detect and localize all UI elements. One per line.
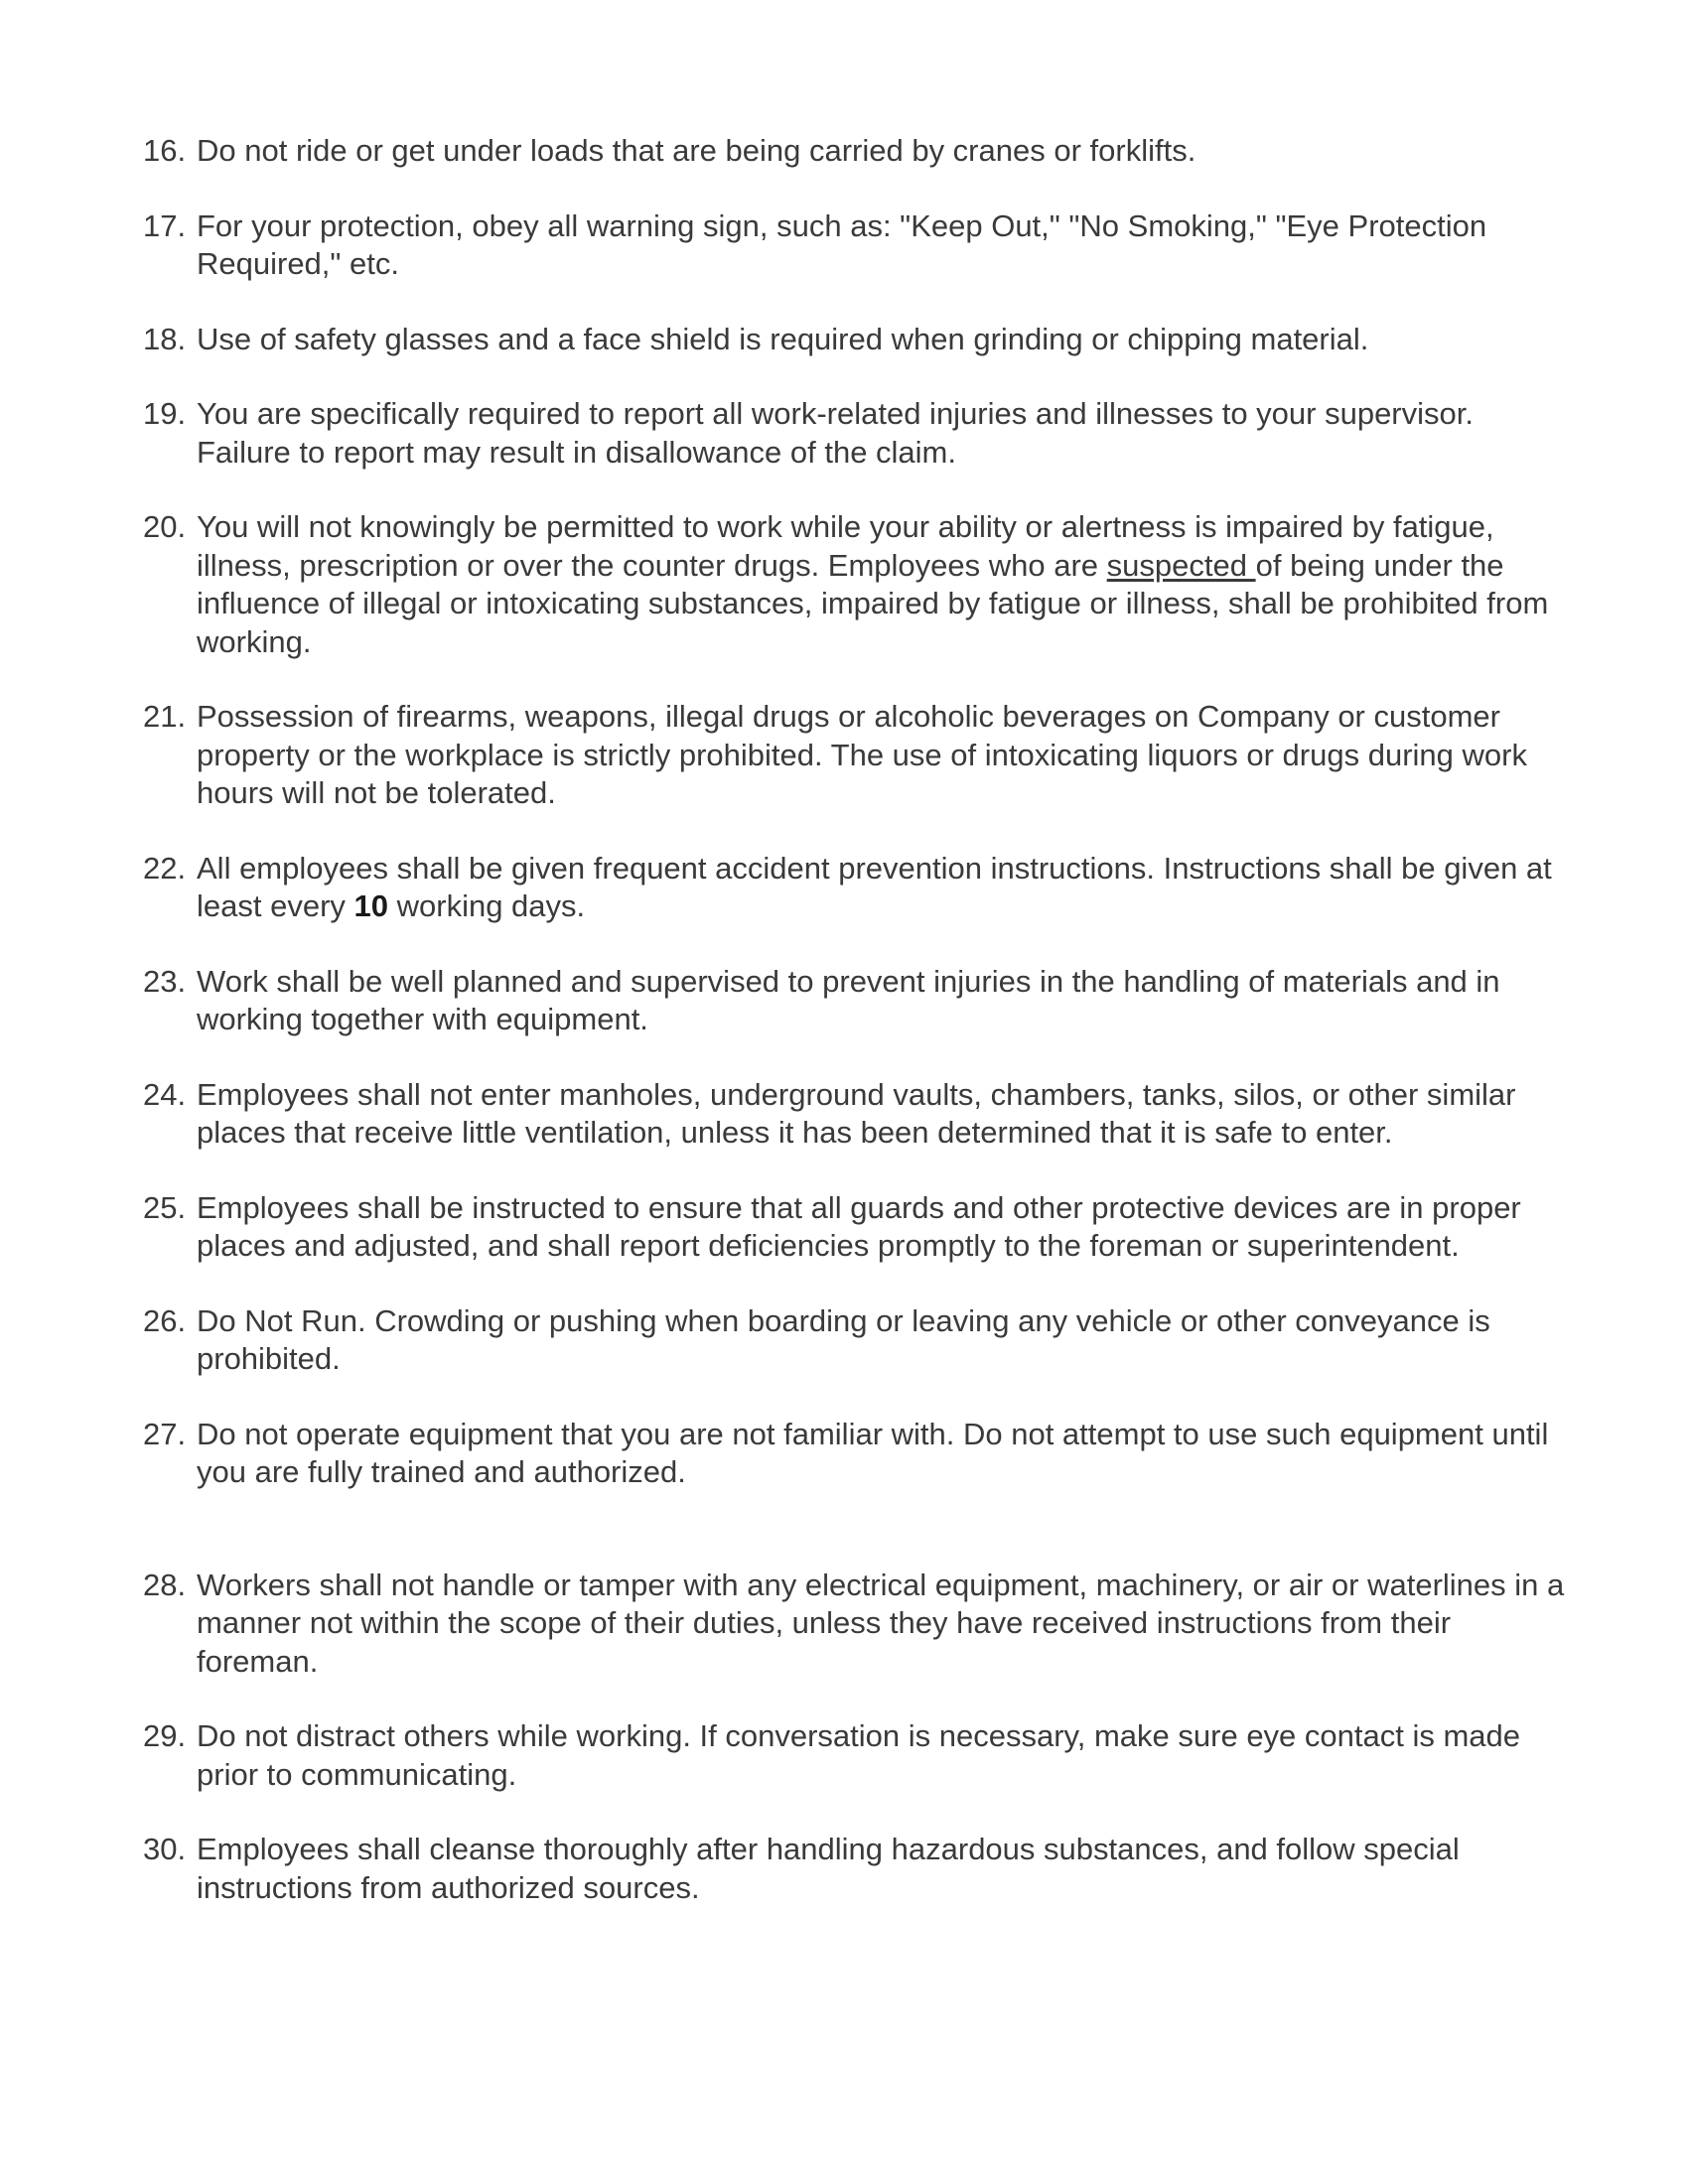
rule-number: 30. xyxy=(143,1832,187,1866)
rule-20 xyxy=(143,508,1573,661)
rule-19 xyxy=(143,395,1573,472)
rule-16 xyxy=(143,132,1573,171)
rule-number: 27. xyxy=(143,1416,187,1451)
rule-27 xyxy=(143,1416,1573,1492)
rule-21 xyxy=(143,698,1573,813)
rule-text: Workers shall not handle or tamper with any electrical equipment, machinery, or air or waterlines in a manner not within the scope of their duties, unless they have received instructions from their foreman. xyxy=(197,1567,1565,1679)
rule-22 xyxy=(143,850,1573,926)
rule-text: Do not ride or get under loads that are being carried by cranes or forklifts. xyxy=(197,133,1196,168)
rule-text: Do Not Run. Crowding or pushing when boarding or leaving any vehicle or other conveyance is prohibited. xyxy=(197,1302,1490,1376)
rule-text-part: working days. xyxy=(388,888,586,923)
rule-number: 18. xyxy=(143,321,187,356)
rule-text: For your protection, obey all warning sign, such as: "Keep Out," "No Smoking," "Eye Protection Required," etc. xyxy=(197,207,1487,281)
rule-29 xyxy=(143,1717,1573,1794)
rule-number: 26. xyxy=(143,1302,187,1338)
rule-28 xyxy=(143,1567,1573,1682)
rule-number: 20. xyxy=(143,509,187,544)
rule-number: 24. xyxy=(143,1076,187,1112)
rule-text: Employees shall be instructed to ensure that all guards and other protective devices are in proper places and adjusted, and shall report deficiencies promptly to the foreman or superintendent. xyxy=(197,1189,1521,1263)
rule-text: Do not operate equipment that you are not familiar with. Do not attempt to use such equipment until you are fully trained and authorized. xyxy=(197,1416,1549,1489)
rule-text: Employees shall not enter manholes, underground vaults, chambers, tanks, silos, or other similar places that receive little ventilation, unless it has been determined that it is safe to enter. xyxy=(197,1076,1516,1150)
rule-18 xyxy=(143,321,1573,359)
rule-text: Do not distract others while working. If conversation is necessary, make sure eye contact is made prior to communicating. xyxy=(197,1718,1521,1792)
rule-number: 25. xyxy=(143,1189,187,1225)
rule-text xyxy=(197,508,1573,661)
rule-17 xyxy=(143,207,1573,284)
bold-number: 10 xyxy=(353,888,388,923)
rule-25 xyxy=(143,1189,1573,1266)
rule-text: Use of safety glasses and a face shield is required when grinding or chipping material. xyxy=(197,321,1369,356)
safety-rules-list xyxy=(143,132,1573,1944)
rule-text-part: All employees shall be given frequent accident prevention instructions. Instructions shall be given at least every xyxy=(197,850,1552,923)
rule-number: 22. xyxy=(143,850,187,886)
rule-number: 16. xyxy=(143,133,187,168)
rule-text: Employees shall cleanse thoroughly after handling hazardous substances, and follow special instructions from authorized sources. xyxy=(197,1832,1460,1905)
rule-text xyxy=(197,850,1573,926)
rule-number: 28. xyxy=(143,1567,187,1602)
rule-number: 19. xyxy=(143,396,187,431)
rule-text: Possession of firearms, weapons, illegal drugs or alcoholic beverages on Company or customer property or the workplace is strictly prohibited. The use of intoxicating liquors or drugs during work hours will not be tolerated. xyxy=(197,699,1527,810)
rule-23 xyxy=(143,963,1573,1039)
rule-number: 21. xyxy=(143,699,187,734)
rule-number: 23. xyxy=(143,963,187,999)
rule-number: 29. xyxy=(143,1718,187,1753)
rule-24 xyxy=(143,1076,1573,1153)
rule-text-part: You will not knowingly be permitted to work while your ability or alertness is impaired by fatigue, illness, prescription or over the counter drugs. Employees who are xyxy=(197,509,1494,583)
rule-text: You are specifically required to report all work-related injuries and illnesses to your supervisor. Failure to report may result in disallowance of the claim. xyxy=(197,396,1474,470)
rule-text: Work shall be well planned and supervised to prevent injuries in the handling of materials and in working together with equipment. xyxy=(197,963,1500,1036)
rule-26 xyxy=(143,1302,1573,1379)
underlined-word: suspected xyxy=(1106,547,1256,583)
rule-number: 17. xyxy=(143,207,187,243)
rule-text-part: of being under the influence of illegal or intoxicating substances, impaired by fatigue or illness, shall be prohibited from working. xyxy=(197,547,1549,659)
rule-30 xyxy=(143,1831,1573,1907)
